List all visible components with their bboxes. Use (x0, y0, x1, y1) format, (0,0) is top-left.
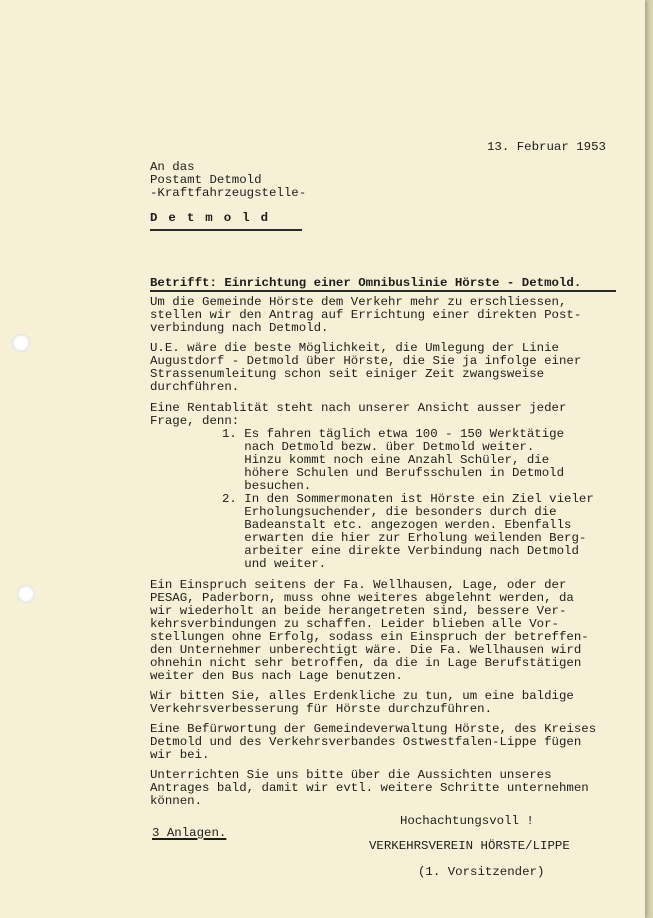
list-item-2-line-2: Erholungsuchender, die besonders durch die (222, 505, 557, 519)
paragraph-1-line-2: stellen wir den Antrag auf Errichtung einer direkten Post- (150, 308, 582, 322)
sender-name: VERKEHRSVEREIN HÖRSTE/LIPPE (369, 839, 570, 853)
paragraph-2-line-1: U.E. wäre die beste Möglichkeit, die Umlegung der Linie (150, 341, 559, 355)
punch-hole-top (12, 334, 30, 352)
paragraph-1-line-3: verbindung nach Detmold. (150, 321, 329, 335)
letter-date: 13. Februar 1953 (487, 140, 606, 154)
paragraph-2-line-4: durchführen. (150, 380, 240, 394)
list-item-2-line-3: Badeanstalt etc. angezogen werden. Ebenfalls (222, 518, 572, 532)
city-underline (150, 229, 302, 231)
signatory-title: (1. Vorsitzender) (418, 865, 545, 879)
paragraph-4-line-3: wir wiederholt an beide herangetreten sind, bessere Ver- (150, 604, 567, 618)
list-item-2-line-6: und weiter. (222, 557, 327, 571)
list-item-2-line-5: arbeiter eine direkte Verbindung nach Detmold (222, 544, 579, 558)
subject-line: Betrifft: Einrichtung einer Omnibuslinie Hörste - Detmold. (150, 276, 582, 290)
paragraph-4-line-5: stellungen ohne Erfolg, sodass ein Einspruch der betreffen- (150, 630, 589, 644)
paragraph-4-line-1: Ein Einspruch seitens der Fa. Wellhausen, Lage, oder der (150, 578, 567, 592)
paragraph-4-line-2: PESAG, Paderborn, muss ohne weiteres abgelehnt werden, da (150, 591, 574, 605)
list-item-1-line-1: 1. Es fahren täglich etwa 100 - 150 Werktätige (222, 427, 565, 441)
paragraph-1-line-1: Um die Gemeinde Hörste dem Verkehr mehr zu erschliessen, (150, 295, 567, 309)
paragraph-7-line-1: Unterrichten Sie uns bitte über die Aussichten unseres (150, 768, 552, 782)
paragraph-2-line-2: Augustdorf - Detmold über Hörste, die Sie ja infolge einer (150, 354, 582, 368)
punch-hole-bottom (17, 585, 35, 603)
list-item-2-line-1: 2. In den Sommermonaten ist Hörste ein Ziel vieler (222, 492, 594, 506)
list-item-1-line-3: Hinzu kommt noch eine Anzahl Schüler, die (222, 453, 550, 467)
list-item-1-line-5: besuchen. (222, 479, 312, 493)
paragraph-5-line-1: Wir bitten Sie, alles Erdenkliche zu tun, um eine baldige (150, 689, 574, 703)
paragraph-6-line-3: wir bei. (150, 748, 210, 762)
closing-greeting: Hochachtungsvoll ! (400, 814, 534, 828)
enclosures-note: 3 Anlagen. (152, 826, 227, 840)
paragraph-7-line-2: Antrages bald, damit wir evtl. weitere Schritte unternehmen (150, 781, 589, 795)
paragraph-4-line-6: den Unternehmer unberechtigt wäre. Die Fa. Wellhausen wird (150, 643, 582, 657)
paragraph-4-line-7: ohnehin nicht sehr betroffen, da die in Lage Berufstätigen (150, 656, 582, 670)
address-city: Detmold (150, 211, 280, 225)
paragraph-2-line-3: Strassenumleitung schon seit einiger Zeit zwangsweise (150, 367, 545, 381)
address-line-3: -Kraftfahrzeugstelle- (150, 186, 307, 200)
address-line-1: An das (150, 160, 195, 174)
paragraph-4-line-8: weiter den Bus nach Lage benutzen. (150, 669, 403, 683)
subject-underline (150, 290, 616, 292)
list-item-2-line-4: erwarten die hier zur Erholung weilenden Berg- (222, 531, 587, 545)
paragraph-3-line-1: Eine Rentablität steht nach unserer Ansicht ausser jeder (150, 401, 567, 415)
paragraph-3-line-2: Frage, denn: (150, 414, 240, 428)
paragraph-6-line-2: Detmold und des Verkehrsverbandes Ostwestfalen-Lippe fügen (150, 735, 582, 749)
paragraph-6-line-1: Eine Befürwortung der Gemeindeverwaltung Hörste, des Kreises (150, 722, 597, 736)
paragraph-7-line-3: können. (150, 794, 203, 808)
list-item-1-line-2: nach Detmold bezw. über Detmold weiter. (222, 440, 535, 454)
paragraph-5-line-2: Verkehrsverbesserung für Hörste durchzuführen. (150, 702, 493, 716)
address-line-2: Postamt Detmold (150, 173, 262, 187)
list-item-1-line-4: höhere Schulen und Berufsschulen in Detmold (222, 466, 565, 480)
paragraph-4-line-4: kehrsverbindungen zu schaffen. Leider blieben alle Vor- (150, 617, 559, 631)
